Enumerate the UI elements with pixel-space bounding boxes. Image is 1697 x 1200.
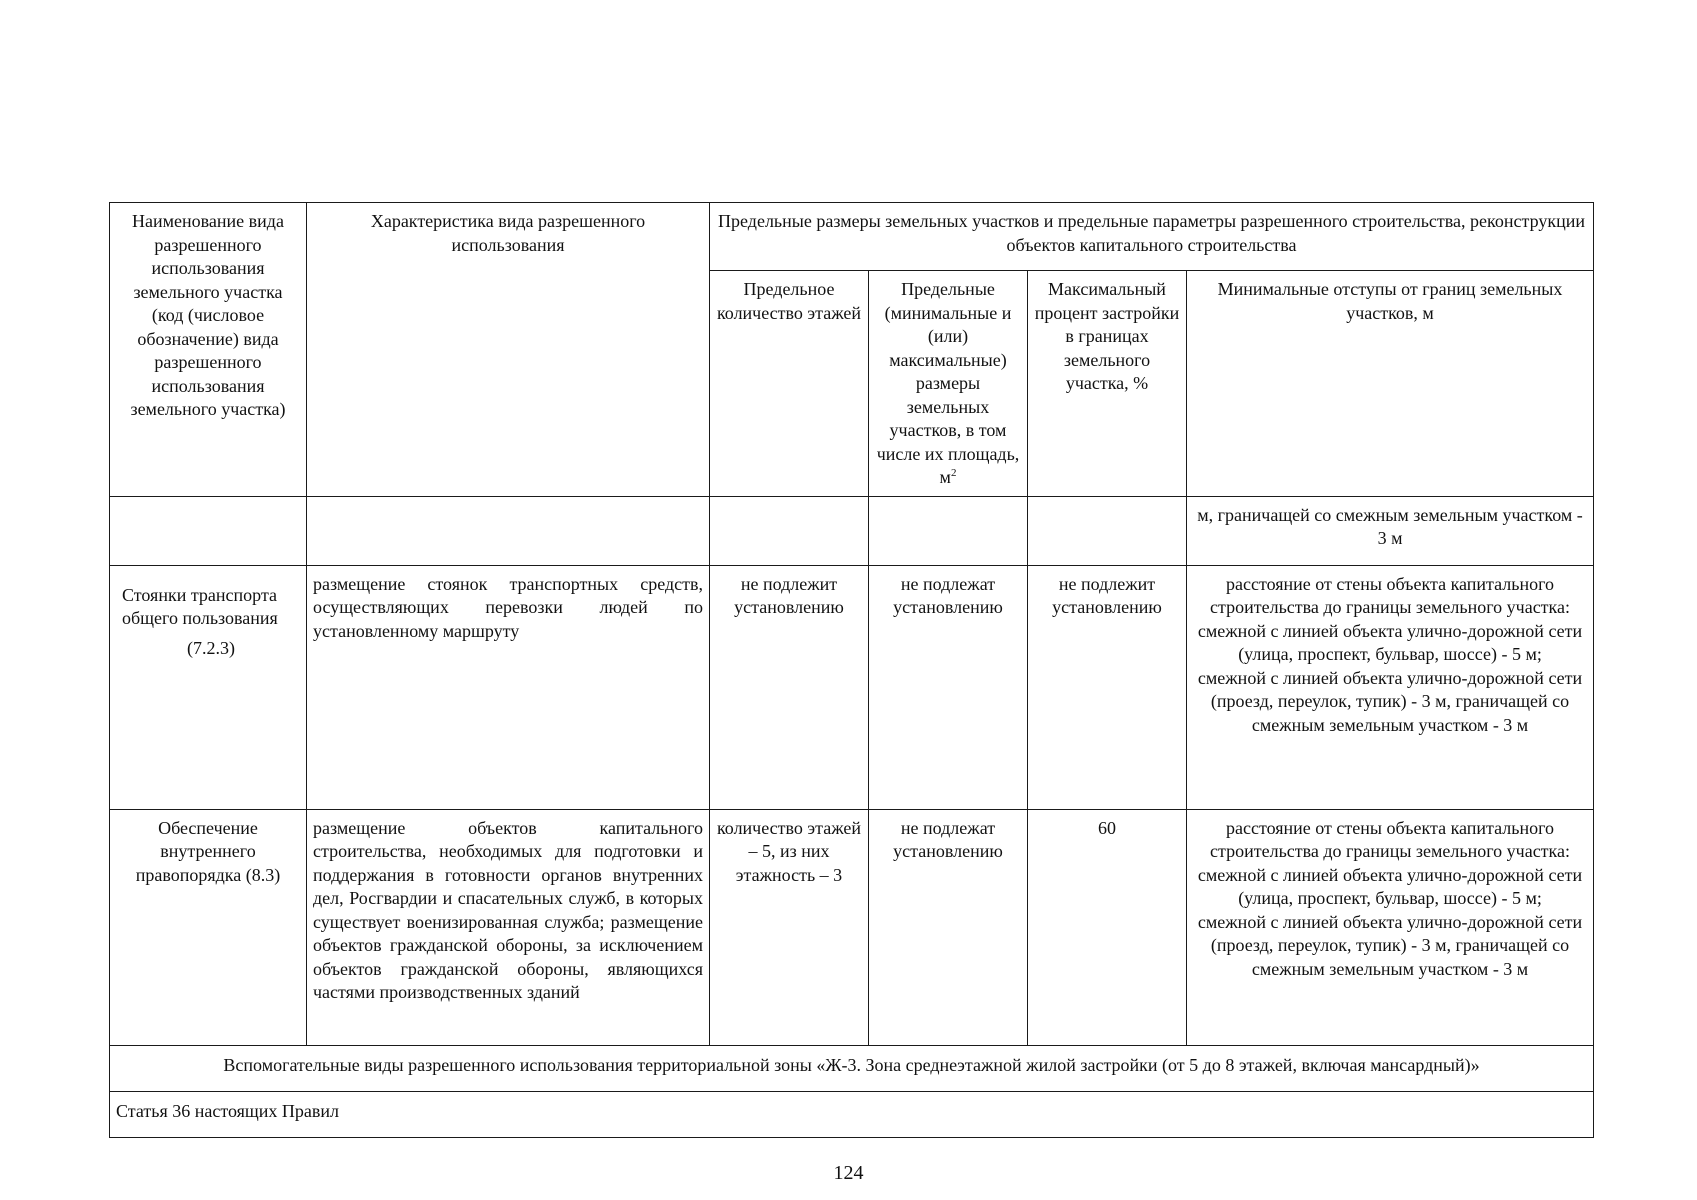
header-plot-size xyxy=(869,271,1028,497)
auxiliary-section-row xyxy=(110,1045,1594,1091)
zoning-regulations-table xyxy=(109,202,1594,1138)
usage-name: Обеспечение внутреннего правопорядка (8.3) xyxy=(110,809,307,1045)
usage-code: (7.2.3) xyxy=(187,637,235,658)
coverage-value: не подлежит установлению xyxy=(1028,565,1187,809)
floors-value: не подлежит установлению xyxy=(710,565,869,809)
floors-value: количество этажей – 5, из них этажность – 3 xyxy=(710,809,869,1045)
table-row-continuation xyxy=(110,496,1594,565)
usage-name: Стоянки транспорта общего пользования xyxy=(122,584,278,628)
article-reference: Статья 36 настоящих Правил xyxy=(110,1091,1594,1137)
header-limits-group: Предельные размеры земельных участков и предельные параметры разрешенного строительства, реконструкции объектов капитального строительства xyxy=(710,203,1594,271)
setbacks-continuation: м, граничащей со смежным земельным участком - 3 м xyxy=(1187,496,1594,565)
setbacks-part-2: смежной с линией объекта улично-дорожной сети (проезд, переулок, тупик) - 3 м, граничащей со смежным земельным участком - 3 м xyxy=(1197,667,1583,735)
empty-cell xyxy=(110,496,307,565)
empty-cell xyxy=(869,496,1028,565)
auxiliary-uses-title: Вспомогательные виды разрешенного использования территориальной зоны «Ж-3. Зона среднеэтажной жилой застройки (от 5 до 8 этажей, включая мансардный)» xyxy=(110,1045,1594,1091)
setbacks-part-1: расстояние от стены объекта капитального строительства до границы земельного участка: смежной с линией объекта улично-дорожной сети (улица, проспект, бульвар, шоссе) - 5 м; xyxy=(1197,573,1583,664)
setbacks-value xyxy=(1187,565,1594,809)
page-number: 124 xyxy=(833,1162,864,1184)
article-reference-row xyxy=(110,1091,1594,1137)
empty-cell xyxy=(710,496,869,565)
header-max-coverage: Максимальный процент застройки в границах земельного участка, % xyxy=(1028,271,1187,497)
table-row xyxy=(110,809,1594,1045)
empty-cell xyxy=(1028,496,1187,565)
header-plot-size-text: Предельные (минимальные и (или) максимальные) размеры земельных участков, в том числе их площадь, м xyxy=(876,279,1020,487)
header-plot-size-unit: 2 xyxy=(950,467,957,479)
header-usage-name: Наименование вида разрешенного использования земельного участка (код (числовое обозначение) вида разрешенного использования земельного участка) xyxy=(110,203,307,497)
usage-name-cell xyxy=(110,565,307,809)
coverage-value: 60 xyxy=(1028,809,1187,1045)
table-header-row-1 xyxy=(110,203,1594,271)
empty-cell xyxy=(307,496,710,565)
usage-characteristic: размещение объектов капитального строительства, необходимых для подготовки и поддержания в готовности органов внутренних дел, Росгвардии и спасательных служб, в которых существует военизированная служба; размещение объектов гражданской обороны, за исключением объектов гражданской обороны, являющихся частями производственных зданий xyxy=(307,809,710,1045)
table-row xyxy=(110,565,1594,809)
setbacks-value xyxy=(1187,809,1594,1045)
plot-size-value: не подлежат установлению xyxy=(869,565,1028,809)
header-min-setbacks: Минимальные отступы от границ земельных участков, м xyxy=(1187,271,1594,497)
setbacks-part-2: смежной с линией объекта улично-дорожной сети (проезд, переулок, тупик) - 3 м, граничащей со смежным земельным участком - 3 м xyxy=(1197,911,1583,979)
header-usage-characteristic: Характеристика вида разрешенного использования xyxy=(307,203,710,497)
plot-size-value: не подлежат установлению xyxy=(869,809,1028,1045)
header-max-floors: Предельное количество этажей xyxy=(710,271,869,497)
usage-characteristic: размещение стоянок транспортных средств, осуществляющих перевозки людей по установленному маршруту xyxy=(307,565,710,809)
setbacks-part-1: расстояние от стены объекта капитального строительства до границы земельного участка: смежной с линией объекта улично-дорожной сети (улица, проспект, бульвар, шоссе) - 5 м; xyxy=(1197,817,1583,908)
